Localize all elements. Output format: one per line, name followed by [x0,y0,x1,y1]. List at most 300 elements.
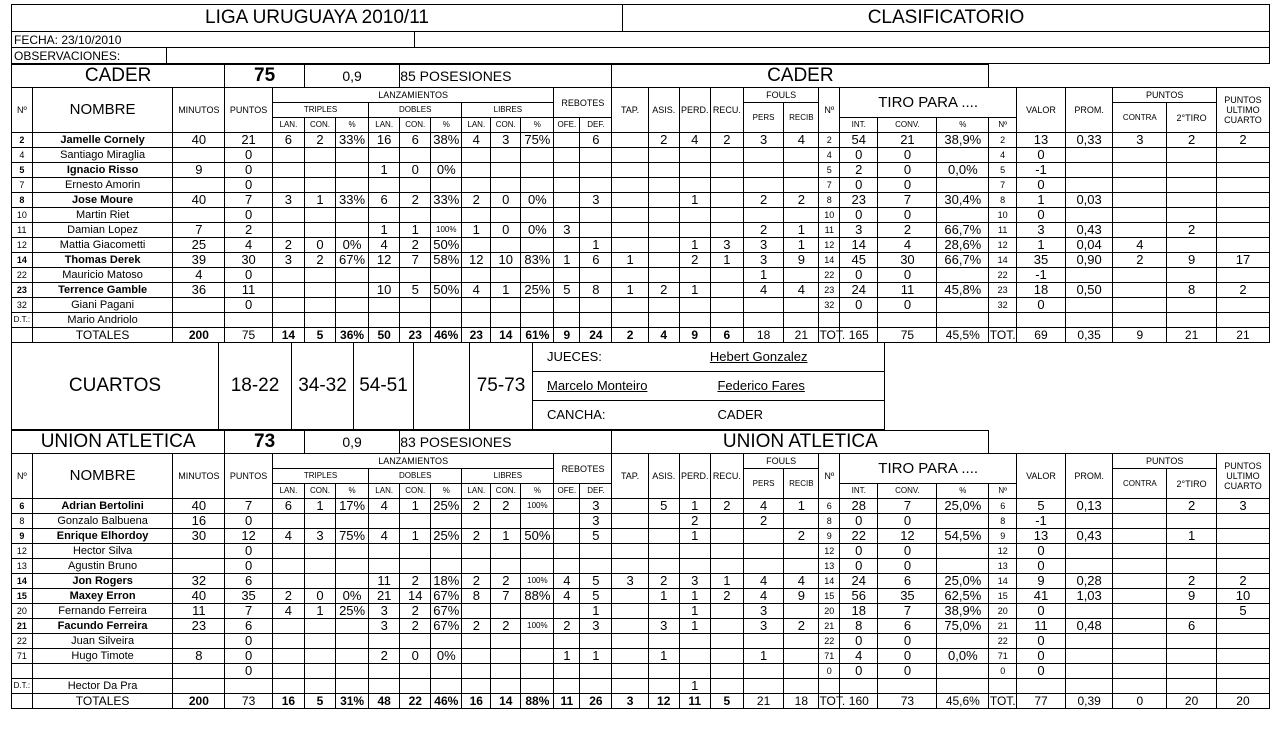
total-cell: 31% [336,694,369,709]
stat-cell: 0 [1017,298,1066,313]
stat-cell [173,178,225,193]
stat-cell [612,649,648,664]
stat-cell [173,544,225,559]
stat-cell: 7 [878,499,937,514]
stat-cell [431,634,462,649]
stat-cell [521,268,554,283]
stat-cell [369,559,400,574]
stat-cell [304,559,335,574]
stat-cell [521,148,554,163]
stat-cell [710,223,743,238]
stat-cell: 23 [173,619,225,634]
player-row [12,163,1270,178]
stat-cell: 0 [225,514,273,529]
stat-cell [491,634,521,649]
stat-cell: 1 [304,604,335,619]
stat-cell [784,544,819,559]
stat-cell [710,529,743,544]
col-recu: RECU. [710,88,743,133]
stat-cell [1113,589,1167,604]
total-cell: 18 [784,694,819,709]
stat-cell [1065,559,1113,574]
stat-cell: 0 [491,223,521,238]
stat-cell [710,604,743,619]
stat-cell: 11 [1017,619,1066,634]
stat-cell: 2 [491,619,521,634]
stat-cell [1065,298,1113,313]
total-cell: 23 [462,328,491,343]
total-cell: 3 [612,694,648,709]
team1-ratio: 0,9 [304,65,399,88]
stat-cell [1216,634,1269,649]
stat-cell: 1 [580,238,612,253]
total-cell: 21 [1216,328,1269,343]
total-cell: 23 [400,328,431,343]
stat-cell [612,298,648,313]
stat-cell: Gonzalo Balbuena [32,514,173,529]
stat-cell [462,649,491,664]
stat-cell: 6 [400,133,431,148]
stat-cell [272,163,304,178]
referee-2: Marcelo Monteiro [547,378,648,393]
stat-cell: 2 [1167,499,1217,514]
stat-cell [521,163,554,178]
stat-cell: 5 [580,574,612,589]
stat-cell [336,268,369,283]
col-ofe: OFE. [554,118,580,133]
col-pct: % [336,484,369,499]
stat-cell [612,514,648,529]
stat-cell: 7 [989,178,1017,193]
stat-cell [1216,223,1269,238]
tot-label: TOT. [819,328,846,342]
stat-cell [554,604,580,619]
stat-cell: 0 [1017,634,1066,649]
stat-cell [1216,559,1269,574]
stat-cell: 2 [400,193,431,208]
stat-cell: 0 [840,544,878,559]
stat-cell [710,268,743,283]
player-row [12,604,1270,619]
stat-cell [336,574,369,589]
stat-cell: 62,5% [937,589,989,604]
stat-cell [580,664,612,679]
stat-cell [272,268,304,283]
stat-cell: 17% [336,499,369,514]
stat-cell: 1 [648,649,679,664]
stat-cell [648,604,679,619]
stat-cell [1113,619,1167,634]
stat-cell: 2 [743,193,783,208]
stat-cell: 0,50 [1065,283,1113,298]
stat-cell: 25% [431,499,462,514]
stat-cell: 45,8% [937,283,989,298]
stat-cell: 67% [431,619,462,634]
stat-cell [743,529,783,544]
stat-cell [491,208,521,223]
col-n2: Nº [819,88,840,133]
stat-cell: 1 [491,529,521,544]
stat-cell: 7 [491,589,521,604]
stat-cell [937,298,989,313]
stat-cell [369,298,400,313]
stat-cell [580,208,612,223]
stat-cell [784,298,819,313]
total-cell: 20 [1167,694,1217,709]
stat-cell: 4 [743,283,783,298]
stat-cell: 6 [878,574,937,589]
stat-cell: Mauricio Matoso [32,268,173,283]
stat-cell: 0 [1017,649,1066,664]
stat-cell: 0 [400,163,431,178]
stat-cell [462,208,491,223]
stat-cell [648,559,679,574]
col-libres: LIBRES [462,469,554,484]
stat-cell: 30,4% [937,193,989,208]
stat-cell: 22 [989,634,1017,649]
stat-cell [1216,193,1269,208]
stat-cell [1216,163,1269,178]
stat-cell [648,664,679,679]
stat-cell: 2 [989,133,1017,148]
col-pct: % [937,484,989,499]
stat-cell [173,559,225,574]
stat-cell: 23 [819,283,840,298]
stat-cell: 4 [12,148,33,163]
stat-cell: 32 [12,298,33,313]
total-cell: 9 [554,328,580,343]
stat-cell [1065,178,1113,193]
stat-cell: 14 [400,589,431,604]
stat-cell [710,664,743,679]
stat-cell [1167,163,1217,178]
stat-cell [743,208,783,223]
quarter-2: 34-32 [292,343,354,430]
team1-name: CADER [12,65,225,88]
stat-cell: 6 [272,133,304,148]
stat-cell [1167,178,1217,193]
player-row [12,499,1270,514]
total-cell: 0,39 [1065,694,1113,709]
col-con: CON. [400,118,431,133]
stat-cell [679,544,710,559]
stat-cell [272,223,304,238]
col-ofe: OFE. [554,484,580,499]
stat-cell [710,283,743,298]
stat-cell: 25% [431,529,462,544]
stat-cell: 100% [521,619,554,634]
stat-cell: 1 [679,619,710,634]
stat-cell [1065,208,1113,223]
stat-cell [648,634,679,649]
stat-cell: Hugo Timote [32,649,173,664]
stat-cell [431,544,462,559]
stat-cell: 2 [272,589,304,604]
stat-cell [679,268,710,283]
stat-cell: 0 [1017,604,1066,619]
col-tap: TAP. [612,88,648,133]
total-cell: 46% [431,694,462,709]
stat-cell [784,634,819,649]
stat-cell [369,634,400,649]
stat-cell: 21 [369,589,400,604]
stat-cell: 0,43 [1065,529,1113,544]
stat-cell: 10 [819,208,840,223]
stat-cell: 3 [710,238,743,253]
stat-cell: 0 [1017,178,1066,193]
stat-cell: 38,9% [937,133,989,148]
total-cell: 75 [225,328,273,343]
stat-cell: Thomas Derek [32,253,173,268]
stat-cell [679,634,710,649]
stat-cell: Agustin Bruno [32,559,173,574]
player-row [12,208,1270,223]
stat-cell [679,664,710,679]
stat-cell: 0 [878,208,937,223]
stat-cell [710,193,743,208]
stat-cell: 4 [743,499,783,514]
stat-cell: 1 [679,193,710,208]
stat-cell: 38,9% [937,604,989,619]
stat-cell: 41 [1017,589,1066,604]
stat-cell [1113,634,1167,649]
stat-cell: 13 [989,559,1017,574]
stat-cell: 3 [743,238,783,253]
stat-cell [743,178,783,193]
stat-cell [937,178,989,193]
col-pct: % [521,118,554,133]
stat-cell: 8 [1167,283,1217,298]
stat-cell [1216,268,1269,283]
stat-cell: 12 [12,238,33,253]
stat-cell [336,163,369,178]
stat-cell: 12 [989,238,1017,253]
stat-cell [554,634,580,649]
stat-cell: 6 [989,499,1017,514]
stat-cell: 0 [225,649,273,664]
coach-name: Mario Andriolo [32,313,173,328]
stat-cell: 9 [1167,253,1217,268]
col-asis: ASIS. [648,88,679,133]
stat-cell: 18% [431,574,462,589]
stat-cell: 0 [225,208,273,223]
stat-cell: 1 [580,604,612,619]
stat-cell [554,208,580,223]
stat-cell: 8 [580,283,612,298]
stat-cell: 4 [462,133,491,148]
stat-cell: 1 [462,223,491,238]
stat-cell: 25% [336,604,369,619]
stat-cell [1113,499,1167,514]
stat-cell [272,298,304,313]
col-int: INT. [840,118,878,133]
player-row [12,589,1270,604]
team2-table [11,430,1270,709]
stat-cell [1113,163,1167,178]
stat-cell: 7 [225,499,273,514]
stat-cell: 1 [369,223,400,238]
col-tiro-para: TIRO PARA .... [840,88,1017,118]
col-lan: LAN. [272,484,304,499]
stat-cell: 2 [1216,283,1269,298]
stat-cell: 2 [225,223,273,238]
stat-cell [336,649,369,664]
stat-cell: 2 [400,238,431,253]
stat-cell [612,193,648,208]
stat-cell: 0% [431,649,462,664]
total-cell: 14 [272,328,304,343]
stat-cell [462,268,491,283]
stat-cell: 100% [521,499,554,514]
col-prom: PROM. [1065,88,1113,133]
stat-cell [431,664,462,679]
total-cell: 36% [336,328,369,343]
stat-cell: 0 [840,178,878,193]
stat-cell [648,178,679,193]
col-fouls: FOULS [743,88,819,103]
stat-cell: 9 [1017,574,1066,589]
stat-cell: 50% [431,283,462,298]
stat-cell: 32 [819,298,840,313]
stat-cell: 11 [12,223,33,238]
stat-cell: 20 [819,604,840,619]
stat-cell [580,298,612,313]
stat-cell: 0% [521,193,554,208]
stat-cell: 0 [225,178,273,193]
stat-cell: 30 [225,253,273,268]
stat-cell [462,178,491,193]
col-con: CON. [400,484,431,499]
stat-cell: 0,90 [1065,253,1113,268]
stat-cell [272,574,304,589]
posesiones-label: POSESIONES [419,434,512,450]
stat-cell [554,268,580,283]
stat-cell: 2 [462,193,491,208]
league-title: LIGA URUGUAYA 2010/11 [12,5,623,31]
stat-cell [648,193,679,208]
stat-cell: 14 [12,253,33,268]
stat-cell: 67% [336,253,369,268]
team2-score: 73 [225,431,305,454]
stat-cell: 3 [580,514,612,529]
stat-cell: 0% [336,238,369,253]
col-puntos-ultimo-cuarto: PUNTOS ULTIMO CUARTO [1216,88,1269,133]
stat-cell [272,208,304,223]
stat-cell: 1 [743,268,783,283]
stat-cell [679,298,710,313]
stat-cell: 0 [878,559,937,574]
stat-cell [679,223,710,238]
stat-cell: 10 [12,208,33,223]
stat-cell: 0 [878,649,937,664]
stat-cell [554,238,580,253]
stat-cell [491,544,521,559]
player-row [12,283,1270,298]
team1-section [11,64,1270,343]
stat-cell: 23 [840,193,878,208]
col-n3: Nº [989,484,1017,499]
stat-cell: 25,0% [937,574,989,589]
stat-cell: 22 [989,268,1017,283]
stat-cell [648,148,679,163]
stat-cell: 25,0% [937,499,989,514]
stat-cell: 3 [580,619,612,634]
stat-cell [937,664,989,679]
total-cell: 61% [521,328,554,343]
stat-cell: 1 [400,223,431,238]
stat-cell: 16 [369,133,400,148]
stat-cell: 0,03 [1065,193,1113,208]
tot-label: TOT. [819,694,846,708]
team2-name-right: UNION ATLETICA [612,431,989,454]
stat-cell [1113,268,1167,283]
col-nombre: NOMBRE [32,88,173,133]
stat-cell [554,514,580,529]
stat-cell: 7 [225,193,273,208]
stat-cell [1113,544,1167,559]
player-row [12,514,1270,529]
col-lan: LAN. [369,118,400,133]
stat-cell: 15 [989,589,1017,604]
stat-cell [612,664,648,679]
stat-cell: 1 [1167,529,1217,544]
stat-cell [304,298,335,313]
stat-cell: 0 [878,634,937,649]
stat-cell [580,223,612,238]
stat-cell: Jon Rogers [32,574,173,589]
stat-cell: 4 [369,529,400,544]
col-nombre: NOMBRE [32,454,173,499]
posesiones-label: POSESIONES [419,68,512,84]
stat-cell: 8 [840,619,878,634]
stat-cell: 2 [462,499,491,514]
stat-cell: 1,03 [1065,589,1113,604]
stat-cell: 5 [989,163,1017,178]
stat-cell [937,268,989,283]
stat-cell [304,163,335,178]
col-conv: CONV. [878,118,937,133]
total-cell: 20 [1216,694,1269,709]
col-puntos-ultimo-cuarto: PUNTOS ULTIMO CUARTO [1216,454,1269,499]
stat-cell [710,619,743,634]
stat-cell: -1 [1017,163,1066,178]
stat-cell [272,649,304,664]
total-cell: 69 [1017,328,1066,343]
total-cell: 0 [1113,694,1167,709]
total-cell: 11 [679,694,710,709]
stat-cell: Ignacio Risso [32,163,173,178]
stat-cell: 9 [784,589,819,604]
stat-cell: 2 [743,223,783,238]
stat-cell: 8 [462,589,491,604]
stat-cell [1167,544,1217,559]
stat-cell: 2 [743,514,783,529]
stat-cell: 0 [225,163,273,178]
stat-cell [1113,148,1167,163]
stat-cell [1113,178,1167,193]
stat-cell [554,148,580,163]
col-contra: CONTRA [1113,103,1167,133]
stat-cell [304,178,335,193]
col-conv: CONV. [878,484,937,499]
stat-cell [431,178,462,193]
stat-cell: 2 [1216,574,1269,589]
stat-cell: 1 [679,604,710,619]
stat-cell: 12 [462,253,491,268]
stat-cell [612,544,648,559]
stat-cell: 2 [819,133,840,148]
stat-cell [743,664,783,679]
